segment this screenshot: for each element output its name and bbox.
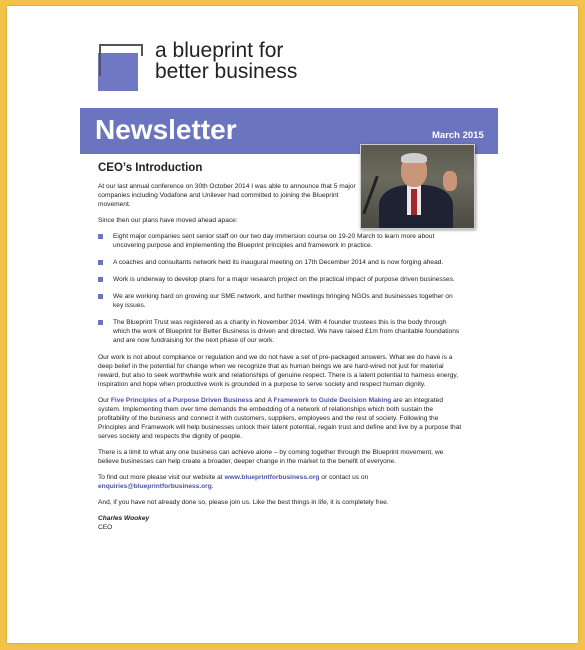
- contact-paragraph: [98, 473, 463, 491]
- list-item: [98, 258, 463, 267]
- list-item-text: The Blueprint Trust was registered as a charity in November 2014. With 4 founder trustees this is the body through which the work of Blueprint for Better Business is driven and directed. We have raised £1m from charitable foundations and are now fundraising for the next phase of our work.: [113, 319, 460, 344]
- list-item-text: Work is underway to develop plans for a major research project on the practical impact of purpose driven businesses.: [113, 276, 455, 283]
- limit-paragraph: There is a limit to what any one business can achieve alone – by coming together through the Blueprint movement, we believe businesses can help create a broader, deeper change in the market to the benefit of everyone.: [98, 449, 444, 465]
- bullet-square-icon: [98, 294, 103, 299]
- bullet-square-icon: [98, 277, 103, 282]
- list-item: [98, 318, 463, 345]
- list-item: [98, 292, 463, 310]
- list-item-text: Eight major companies sent senior staff on our two day immersion course on 19-20 March to learn more about uncovering purpose and implementing the Blueprint principles and framework in practice.: [113, 233, 435, 249]
- bullet-square-icon: [98, 260, 103, 265]
- principles-paragraph: [98, 396, 463, 441]
- bullet-square-icon: [98, 234, 103, 239]
- banner-title: Newsletter: [95, 114, 237, 145]
- signature-name: Charles Wookey: [98, 515, 150, 522]
- logo-line-1: a blueprint for: [155, 39, 284, 62]
- logo-corner: [131, 44, 143, 56]
- logo-bracket: [99, 44, 131, 76]
- since-paragraph: Since then our plans have moved ahead apace:: [98, 217, 238, 224]
- contact-end: .: [211, 483, 214, 490]
- principles-and: and: [252, 397, 268, 404]
- principles-rest: are an integrated system. Implementing them over time demands the embedding of a network of relationships which both sustain the profitability of the business and connect it with customers, suppliers, employees and the rest of society. Following the Principles and Framework will help businesses unlock their latent potential, regain trust and define and live by a purpose that serves society and respects the dignity of people.: [98, 397, 462, 440]
- article-heading: CEO’s Introduction: [98, 162, 203, 174]
- signature-title: CEO: [98, 524, 113, 531]
- principles-prefix: Our: [98, 397, 111, 404]
- list-item: [98, 232, 463, 250]
- logo-text: [155, 40, 297, 82]
- intro-paragraph: At our last annual conference on 30th October 2014 I was able to announce that 5 major companies including Vodafone and Unilever had committed to joining the Blueprint movement.: [98, 183, 356, 208]
- list-item-text: We are working hard on growing our SME network, and further meetings bringing NGOs and businesses together on key issues.: [113, 293, 453, 309]
- bullet-square-icon: [98, 320, 103, 325]
- logo-line-2: better business: [155, 60, 298, 83]
- work-paragraph: Our work is not about compliance or regulation and we do not have a set of pre-packaged answers. What we do have is a deep belief in the potential for change when we recognize that as human beings we are hard-wired not just for material reward, but also to seek worthwhile work and relationships of genuine respect. There is a latent potential to harness energy, inspiration and hope when productive work is grounded in a purpose to serve society and respect human dignity.: [98, 354, 459, 388]
- signature-block: [98, 514, 463, 532]
- list-item-text: A coaches and consultants network held its inaugural meeting on 17th December 2014 and is now forging ahead.: [113, 259, 444, 266]
- list-item: [98, 275, 463, 284]
- email-link[interactable]: enquiries@blueprintforbusiness.org: [98, 483, 212, 490]
- banner-date: March 2015: [432, 130, 484, 141]
- contact-mid: or contact us on: [319, 474, 369, 481]
- website-link[interactable]: www.blueprintforbusiness.org: [224, 474, 320, 481]
- article-body: [98, 162, 463, 532]
- progress-list: [98, 232, 463, 345]
- join-paragraph: And, if you have not already done so, please join us. Like the best things in life, it is completely free.: [98, 499, 389, 506]
- framework-link[interactable]: A Framework to Guide Decision Making: [267, 397, 392, 404]
- contact-prefix: To find out more please visit our website at: [98, 474, 225, 481]
- five-principles-link[interactable]: Five Principles of a Purpose Driven Business: [110, 397, 253, 404]
